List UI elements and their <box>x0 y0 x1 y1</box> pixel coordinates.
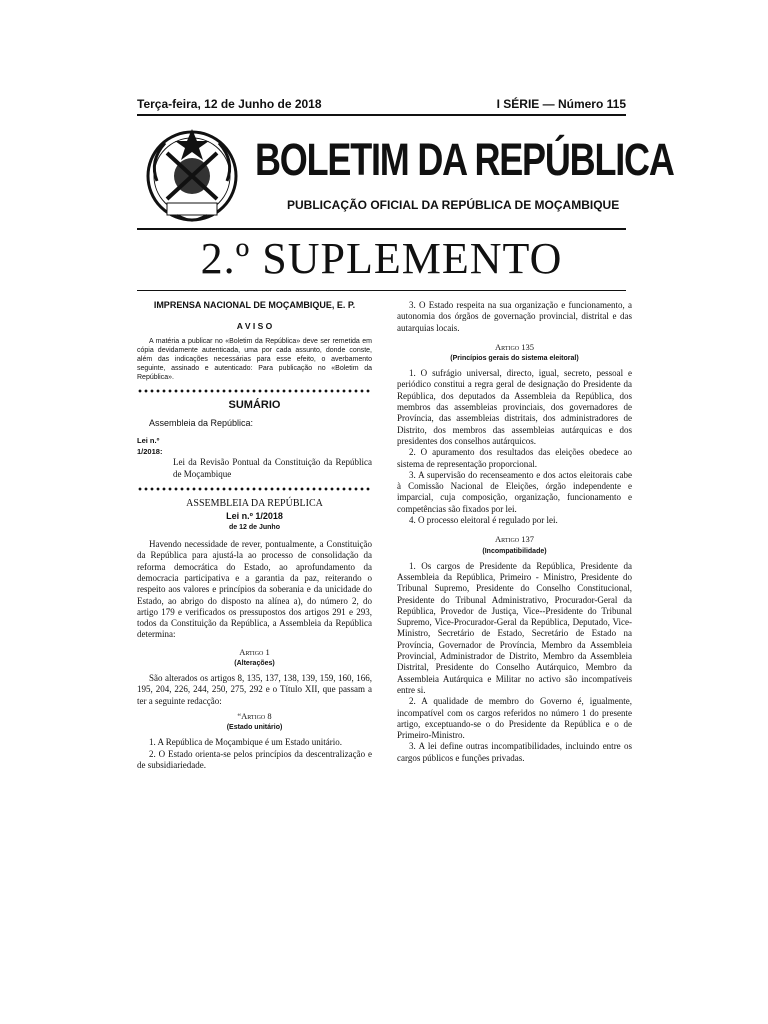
national-emblem-icon <box>137 121 247 226</box>
supplement-title: 2.º SUPLEMENTO <box>200 234 563 283</box>
artigo-137-paragraph-3: 3. A lei define outras incompatibilidades, incluindo entre os cargos públicos e funções privadas. <box>397 741 632 763</box>
right-column <box>397 300 632 764</box>
supplement-rule <box>137 290 626 291</box>
sumario-lei-number: Lei n.º 1/2018: <box>137 435 163 457</box>
artigo-135-title: Artigo 135 <box>495 341 534 352</box>
masthead-rule <box>137 228 626 230</box>
preamble-text: Havendo necessidade de rever, pontualmente, a Constituição da República para ajustá-la ao processo de consolidação da reforma democrática do Estado, ao aprofundamento da democracia participativa e a garantia da paz, reiterando o respeito aos valores e princípios da soberania e da unicidade do Estado, ao abrigo do disposto na alínea a), do número 2, do artigo 179 e verificados os pressupostos dos artigos 291 e 293, todos da Constituição da República, a Assembleia da República determina: <box>137 539 372 640</box>
artigo-1-text: São alterados os artigos 8, 135, 137, 138, 139, 159, 160, 166, 195, 204, 226, 244, 250, 275, 292 e o Título XII, que passam a ter a seguinte redacção: <box>137 673 372 706</box>
header-rule <box>137 114 626 116</box>
issue-series: I SÉRIE — Número 115 <box>496 97 626 111</box>
artigo-135-paragraph-4: 4. O processo eleitoral é regulado por lei. <box>409 515 558 526</box>
assembleia-heading: ASSEMBLEIA DA REPÚBLICA <box>186 498 323 510</box>
artigo-8-title: “Artigo 8 <box>237 710 272 721</box>
sumario-org: Assembleia da República: <box>149 417 254 428</box>
left-column <box>137 300 372 771</box>
artigo-137-title: Artigo 137 <box>495 534 534 545</box>
artigo-135-paragraph-1: 1. O sufrágio universal, directo, igual, secreto, pessoal e periódico constitui a regra geral de designação do Presidente da República, dos deputados da Assembleia da República, dos membros das assembleias provinciais, dos governadores de Província, das assembleias distritais, dos administradores de Distrito, dos membros das assembleias autárquicas e dos presidentes dos conselhos autárquicos. <box>397 368 632 446</box>
artigo-1-subtitle: (Alterações) <box>234 660 275 668</box>
publisher-name: IMPRENSA NACIONAL DE MOÇAMBIQUE, E. P. <box>153 300 356 310</box>
artigo-1-title: Artigo 1 <box>239 646 270 657</box>
artigo-8-subtitle: (Estado unitário) <box>226 724 283 732</box>
artigo-135-paragraph-3: 3. A supervisão do recenseamento e dos actos eleitorais cabe à Comissão Nacional de Eleições, órgão independente e imparcial, cuja composição, organização, funcionamento e competências são fixados por lei. <box>397 469 632 514</box>
sumario-lei-description: Lei da Revisão Pontual da Constituição da República de Moçambique <box>173 457 372 479</box>
artigo-135-subtitle: (Princípios gerais do sistema eleitoral) <box>450 355 579 363</box>
aviso-text: A matéria a publicar no «Boletim da República» deve ser remetida em cópia devidamente autenticada, uma por cada assunto, donde conste, além das indicações necessárias para esse efeito, o averbamento seguinte, assinado e autenticado: Para publicação no «Boletim da República». <box>137 337 372 381</box>
artigo-137-subtitle: (Incompatibilidade) <box>482 547 547 555</box>
artigo-135-paragraph-2: 2. O apuramento dos resultados das eleições obedece ao sistema de representação proporcional. <box>397 447 632 469</box>
masthead-title: BOLETIM DA REPÚBLICA <box>255 134 674 185</box>
artigo-137-paragraph-2: 2. A qualidade de membro do Governo é, igualmente, incompatível com os cargos referidos no número 1 do presente artigo, exceptuando-se o do Presidente da República e o de Primeiro-Ministro. <box>397 696 632 741</box>
sumario-entry <box>137 435 372 458</box>
sumario-title: SUMÁRIO <box>228 398 281 411</box>
lei-title: Lei n.º 1/2018 <box>226 511 283 522</box>
dotted-separator <box>137 387 372 395</box>
lei-date: de 12 de Junho <box>229 524 280 532</box>
artigo-8-paragraph-3: 3. O Estado respeita na sua organização e funcionamento, a autonomia dos órgãos de governação provincial, distrital e das autarquias locais. <box>397 300 632 333</box>
dotted-separator <box>137 485 372 493</box>
artigo-8-paragraph-2: 2. O Estado orienta-se pelos princípios da descentralização e de subsidiariedade. <box>137 748 372 770</box>
artigo-137-paragraph-1: 1. Os cargos de Presidente da República, Presidente da Assembleia da República, Primeiro - Ministro, Presidente do Tribunal Supremo, Presidente do Conselho Constitucional, Presidente do Tribunal Administrativo, Procurador-Geral da República, Provedor de Justiça, Vice--Presidente do Tribunal Supremo, Vice-Procurador-Geral da República, Deputado, Vice-Ministro, Secretário de Estado, Secretário de Estado na Província, Governador de Província, Membro da Assembleia Provincial, Administrador de Distrito, Membro da Assembleia Distrital, Presidente do Conselho Autárquico, Membro da Assembleia Autárquica e Militar no activo são incompatíveis entre si. <box>397 560 632 695</box>
masthead-subtitle: PUBLICAÇÃO OFICIAL DA REPÚBLICA DE MOÇAMBIQUE <box>287 198 620 212</box>
artigo-8-paragraph-1: 1. A República de Moçambique é um Estado unitário. <box>149 737 342 748</box>
issue-date: Terça-feira, 12 de Junho de 2018 <box>137 97 322 111</box>
aviso-title: A V I S O <box>236 321 273 332</box>
